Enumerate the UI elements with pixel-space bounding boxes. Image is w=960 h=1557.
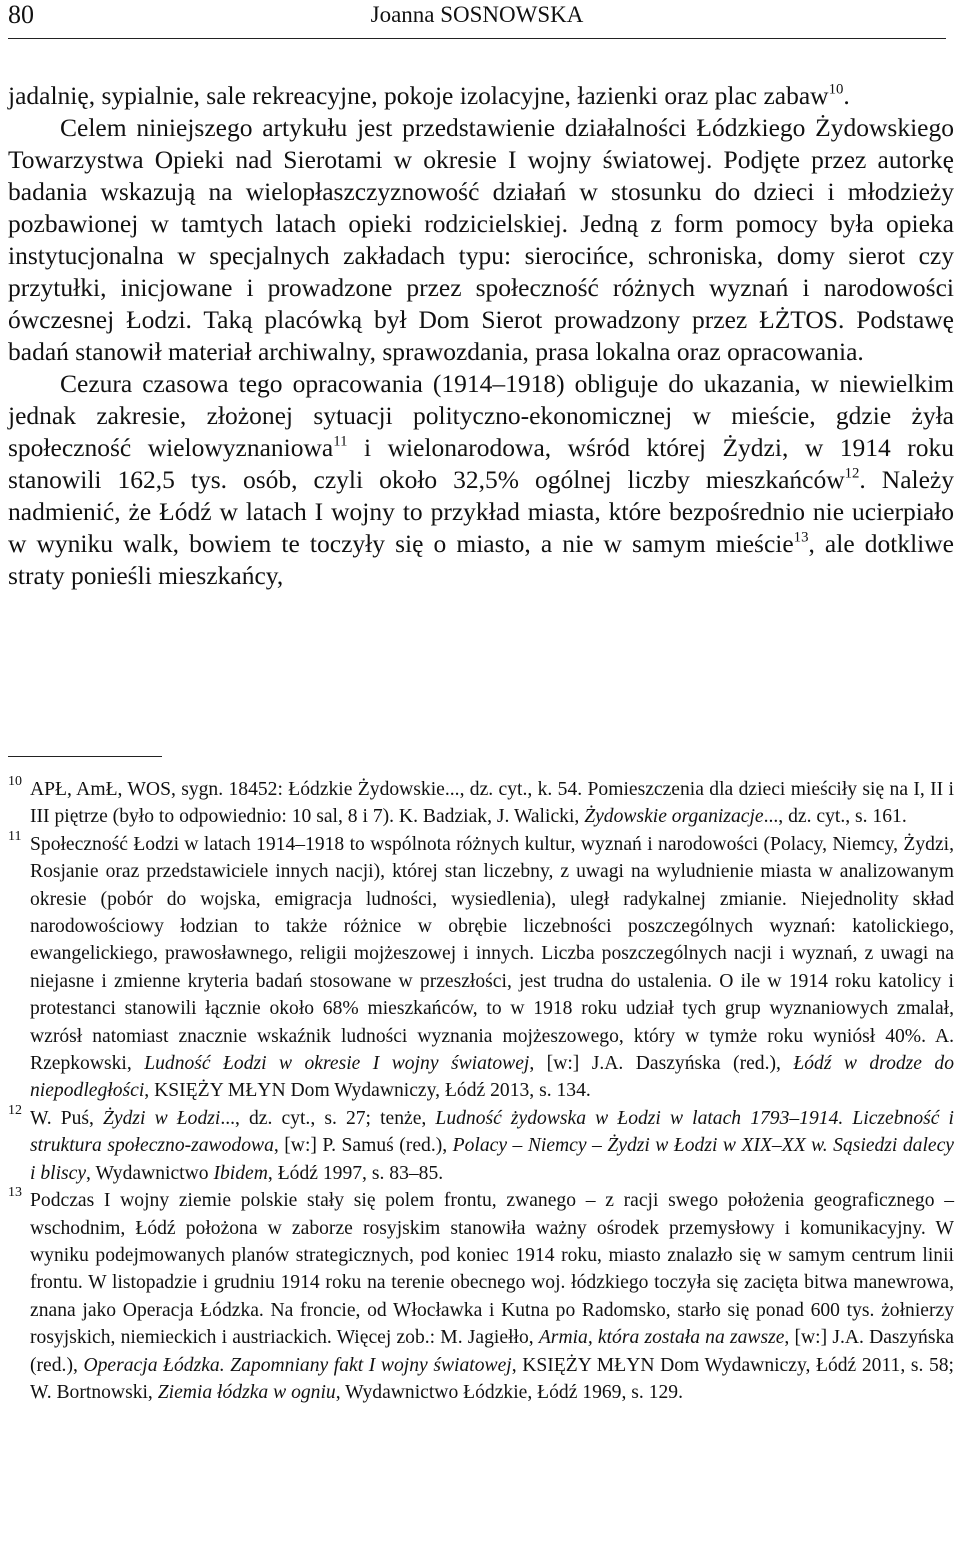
footnote-text: Podczas I wojny ziemie polskie stały się polem frontu, zwanego – z racji swego położenia geograficznego – wschodnim, Łódź położona w zaborze rosyjskim stanowiła ważny ośrodek przemysłowy i komunikacyjny. W wyniku podejmowanych planów strategicznych, pod koniec 1914 roku, miasto znalazło się w samym centrum linii frontu. W listopadzie i grudniu 1914 roku na terenie obecnego woj. łódzkiego toczyła się zacięta bitwa manewrowa, znana jako Operacja Łódzka. Na froncie, od Włocławka i Kutna po Radomsko, starło się ponad 600 tys. żołnierzy rosyjskich, niemieckich i austriackich. Więcej zob.: M. Jagiełło,: [30, 1190, 954, 1349]
footnote-text: Społeczność Łodzi w latach 1914–1918 to wspólnota różnych kultur, wyznań i narodowości (Polacy, Niemcy, Żydzi, Rosjanie oraz przedstawiciele innych nacji), której stan liczebny, z uwagi na wyludnienie miasta w analizowanym okresie (pobór do wojska, emigracja ludności, wysiedlenia), uległ radykalnej zmianie. Niejednolity skład narodowościowy łodzian to także różnice w obrębie liczebności poszczególnych wyznań: katolickiego, ewangelickiego, prawosławnego, religii mojżeszowej i innych. Liczba poszczególnych nacji i wyznań, z uwagi na niejasne i zmienne kryteria badań stosowane w przeszłości, jest trudna do ustalenia. O ile w 1914 roku katolicy i protestanci stanowili łącznie około 68% mieszkańców, to w 1918 roku udział tych grup wyznaniowych zmalał, wzrósł natomiast znacznie wskaźnik ludności wyznania mojżeszowego, który w tymże roku wyniósł 40%. A. Rzepkowski,: [30, 833, 954, 1075]
paragraph-1: [8, 80, 954, 112]
paragraph-3-part-c: . Należy nadmienić, że Łódź w latach I wojny to przykład miasta, które bezpośrednio nie ucierpiało w wyniku walk, bowiem te toczyły się o miasto, a nie w samym mieście: [8, 465, 954, 558]
footnote-text: , [w:] P. Samuś (red.),: [273, 1135, 453, 1157]
footnote-text: ..., dz. cyt., s. 161.: [763, 806, 907, 828]
footnote-separator: [8, 756, 162, 757]
paragraph-3-part-b: i wielonarodowa, wśród której Żydzi, w 1914 roku stanowili 162,5 tys. osób, czyli około 32,5% ogólnej liczby mieszkańców: [8, 433, 954, 494]
paragraph-3-part-a: Cezura czasowa tego opracowania (1914–1918) obliguje do ukazania, w niewielkim jednak zakresie, złożonej sytuacji polityczno-ekonomicznej w mieście, gdzie żyła społeczność wielowyznaniowa: [8, 369, 954, 462]
footnote-text: , [w:] J.A. Daszyńska (red.),: [529, 1053, 794, 1075]
footnote-body: [30, 1187, 954, 1406]
paragraph-1-end: .: [843, 81, 850, 110]
footnote-text: , KSIĘŻY MŁYN Dom Wydawniczy, Łódź 2013, s. 134.: [144, 1080, 591, 1102]
paragraph-2: Celem niniejszego artykułu jest przedstawienie działalności Łódzkiego Żydowskiego Towarzystwa Opieki nad Sierotami w okresie I wojny światowej. Podjęte przez autorkę badania wskazują na wielopłaszczyznowość działań w stosunku do dzieci i młodzieży pozbawionej w tamtych latach opieki rodzicielskiej. Jedną z form pomocy była opieka instytucjonalna w specjalnych zakładach typu: sierocińce, schroniska, domy sierot czy przytułki, inicjowane i prowadzone przez społeczność różnych wyznań i narodowości ówczesnej Łodzi. Taką placówką był Dom Sierot prowadzony przez ŁŻTOS. Podstawę badań stanowił materiał archiwalny, sprawozdania, prasa lokalna oraz opracowania.: [8, 113, 954, 366]
footnote-ref-12[interactable]: 12: [844, 465, 860, 482]
footnote-body: [30, 1105, 954, 1187]
footnote-11: [8, 828, 955, 1105]
paragraph-3: [8, 368, 954, 592]
footnote-title: Ludność Łodzi w okresie I wojny światowej: [144, 1053, 530, 1075]
footnote-title: Żydowskie organizacje: [584, 806, 764, 828]
footnote-title: Ibidem: [213, 1162, 268, 1184]
paragraph-3-part-d: , ale dotkliwe straty ponieśli mieszkańcy,: [8, 529, 954, 590]
footnote-title: Polacy – Niemcy – Żydzi w Łodzi w XIX–XX w. Sąsiedzi dalecy i bliscy: [30, 1135, 954, 1184]
footnote-title: Ludność żydowska w Łodzi w latach 1793–1914. Liczebność i struktura społeczno-zawodowa: [30, 1107, 954, 1157]
footnote-title: Łódź w drodze do niepodległości: [30, 1053, 955, 1102]
footnote-text: , Wydawnictwo Łódzkie, Łódź 1969, s. 129.: [335, 1381, 683, 1403]
running-head-author: Joanna SOSNOWSKA: [370, 2, 584, 27]
footnote-text: ..., dz. cyt., s. 27; tenże,: [220, 1107, 436, 1129]
footnote-text: , KSIĘŻY MŁYN Dom Wydawniczy, Łódź 2011, s. 58; W. Bortnowski,: [30, 1354, 955, 1403]
footnote-title: Operacja Łódzka. Zapomniany fakt I wojny światowej: [83, 1354, 512, 1376]
header-rule: [8, 38, 946, 39]
footnote-number: 11: [8, 828, 22, 844]
page-number: 80: [8, 0, 34, 29]
footnote-body: [30, 776, 954, 831]
page-header: [8, 0, 946, 36]
footnote-title: Ziemia łódzka w ogniu: [157, 1381, 336, 1403]
main-text: [8, 80, 954, 592]
paragraph-1-text: jadalnię, sypialnie, sale rekreacyjne, pokoje izolacyjne, łazienki oraz plac zabaw: [8, 81, 829, 110]
footnotes: [8, 776, 954, 1406]
footnote-text: APŁ, AmŁ, WOS, sygn. 18452: Łódzkie Żydowskie..., dz. cyt., k. 54. Pomieszczenia dla dzieci mieściły się na I, II i III piętrze (było to odpowiednio: 10 sal, 8 i 7). K. Badziak, J. Walicki,: [30, 779, 954, 828]
footnote-12: [8, 1102, 954, 1187]
footnote-ref-10[interactable]: 10: [828, 81, 844, 98]
footnote-number: 12: [8, 1102, 22, 1118]
footnote-text: W. Puś,: [30, 1107, 104, 1129]
footnote-number: 13: [8, 1185, 22, 1201]
footnote-ref-13[interactable]: 13: [793, 529, 809, 546]
footnote-13: [8, 1187, 954, 1406]
footnote-10: [8, 776, 954, 831]
footnote-body: [30, 831, 954, 1105]
footnote-text: , [w:] J.A. Daszyńska (red.),: [30, 1327, 954, 1376]
footnote-text: , Wydawnictwo: [86, 1162, 214, 1184]
footnote-text: , Łódź 1997, s. 83–85.: [267, 1162, 444, 1184]
footnote-title: Żydzi w Łodzi: [103, 1107, 221, 1129]
footnote-number: 10: [8, 774, 22, 789]
footnote-ref-11[interactable]: 11: [333, 433, 348, 450]
footnote-title: Armia, która została na zawsze: [538, 1327, 785, 1349]
